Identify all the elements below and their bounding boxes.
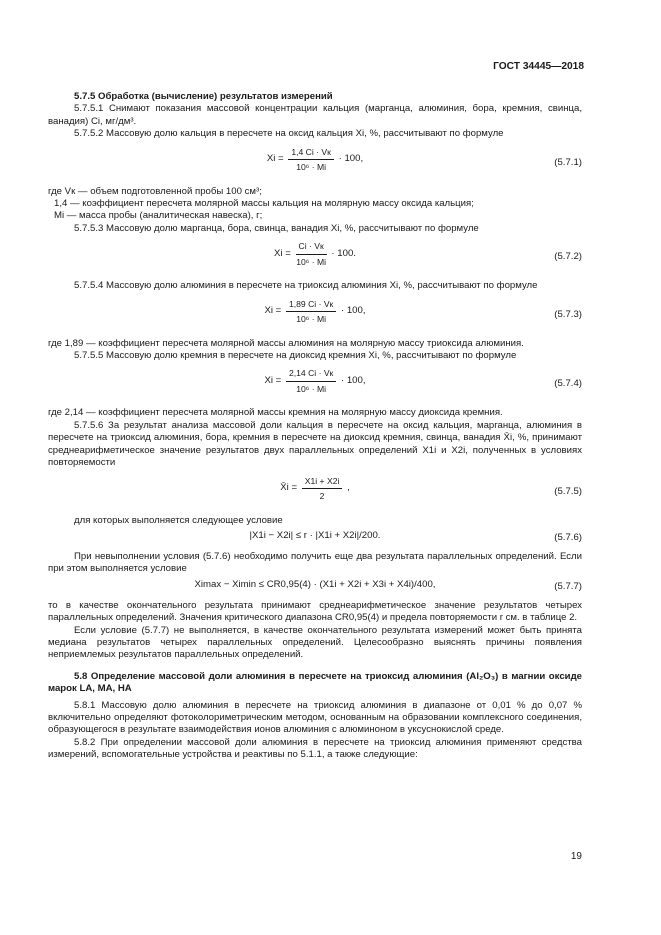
formula-rhs: · 100, [340,305,366,317]
formula-5-7-7 [48,579,582,597]
formula-5-7-3 [48,298,582,334]
section-heading-5-7-5: 5.7.5 Обработка (вычисление) результатов измерений [74,91,333,102]
formula-number: (5.7.4) [554,378,582,390]
formula-fraction [286,298,336,326]
formula-denominator: 10⁶ · Mi [296,256,327,267]
formula-5-7-5 [48,475,582,511]
formula-fraction [286,367,336,395]
formula-denominator: 10⁶ · Mi [296,383,327,394]
paragraph-5-7-5-4: 5.7.5.4 Массовую долю алюминия в пересчете на триоксид алюминия Xi, %, рассчитывают по формуле [74,280,538,292]
formula-rhs: · 100, [338,153,364,165]
formula-rhs: , [347,482,350,494]
where-coef-1-4: 1,4 — коэффициент пересчета молярной массы кальция на молярную массу оксида кальция; [54,198,474,210]
formula-numerator: 1,89 Ci · Vк [286,298,336,312]
formula-lhs: Xi = [274,247,291,259]
formula-denominator: 2 [319,490,325,501]
formula-numerator: 1,4 Ci · Vк [288,146,334,160]
paragraph-5-7-5-5: 5.7.5.5 Массовую долю кремния в пересчете на диоксид кремния Xi, %, рассчитывают по формуле [74,350,517,362]
formula-numerator: Ci · Vк [296,240,327,254]
formula-5-7-6 [48,530,582,548]
formula-5-7-2 [48,240,582,276]
formula-5-7-1 [48,146,582,182]
formula-lhs: Xi = [266,153,284,165]
condition-intro: для которых выполняется следующее условие [74,514,283,526]
where-mi: Mi — масса пробы (аналитическая навеска), г; [54,210,263,222]
formula-fraction [302,475,343,503]
formula-number: (5.7.1) [554,156,582,168]
formula-rhs: · 100. [331,247,356,259]
formula-lhs: Xi = [264,375,282,387]
formula-denominator: 10⁶ · Mi [296,314,327,325]
page-number: 19 [570,851,582,862]
formula-lhs: X̄i = [280,482,298,494]
page-content [48,88,582,762]
paragraph-final-result: то в качестве окончательного результата принимают среднеарифметическое значение результатов четырех параллельных определений. Значения критического диапазона CR0,95(4) и предела повторяемости r см. в таблице 2. [48,599,582,624]
where-coef-1-89: где 1,89 — коэффициент пересчета молярной массы алюминия на молярную массу триоксида алюминия. [48,337,524,349]
paragraph-5-7-5-3: 5.7.5.3 Массовую долю марганца, бора, свинца, ванадия Xi, %, рассчитывают по формуле [74,222,479,234]
formula-denominator: 10⁶ · Mi [296,162,327,173]
formula-number: (5.7.2) [554,251,582,263]
formula-rhs: · 100, [340,375,366,387]
document-header: ГОСТ 34445—2018 [493,61,584,72]
paragraph-median-result: Если условие (5.7.7) не выполняется, в качестве окончательного результата измерений может быть принята медиана результатов четырех параллельных определений. Целесообразно выяснять причины появления неприемлемых результатов параллельных определений. [48,624,582,661]
paragraph-5-7-5-6: 5.7.5.6 За результат анализа массовой доли кальция в пересчете на оксид кальция, марганца, алюминия в пересчете на триоксид алюминия, бора, кремния в пересчете на диоксид кремния, свинца, ванадия X̄i, %, принимают среднеарифметическое значение результатов двух параллельных определений X1i и X2i, полученных в условиях повторяемости [48,419,582,469]
formula-expression: |X1i − X2i| ≤ r · |X1i + X2i|/200. [249,529,381,541]
where-coef-2-14: где 2,14 — коэффициент пересчета молярной массы кремния на молярную массу диоксида кремния. [48,407,503,419]
paragraph-5-8-2: 5.8.2 При определении массовой доли алюминия в пересчете на триоксид алюминия применяют средства измерений, вспомогательные устройства и реактивы по 5.1.1, а также следующие: [48,736,582,761]
where-vk: где Vк — объем подготовленной пробы 100 см³; [48,185,262,197]
paragraph-5-7-5-1: 5.7.5.1 Снимают показания массовой концентрации кальция (марганца, алюминия, бора, кремния, свинца, ванадия) Ci, мг/дм³. [48,103,582,127]
formula-5-7-4 [48,367,582,403]
formula-number: (5.7.7) [554,580,582,592]
paragraph-5-7-5-2: 5.7.5.2 Массовую долю кальция в пересчете на оксид кальция Xi, %, рассчитывают по формуле [74,128,504,140]
formula-number: (5.7.3) [554,308,582,320]
formula-numerator: X1i + X2i [302,475,343,489]
paragraph-5-8-1: 5.8.1 Массовую долю алюминия в пересчете на триоксид алюминия в диапазоне от 0,01 % до 0,07 % включительно определяют фотоколориметрическим методом, основанным на образовании комплексного соединения, образующегося в результате взаимодействия ионов алюминия с алюминоном в уксуснокислой среде. [48,699,582,736]
paragraph-repeat-condition: При невыполнении условия (5.7.6) необходимо получить еще два результата параллельных определений. Если при этом выполняется условие [48,550,582,575]
formula-number: (5.7.6) [554,531,582,543]
formula-number: (5.7.5) [554,485,582,497]
formula-fraction [288,146,334,174]
formula-numerator: 2,14 Ci · Vк [286,367,336,381]
section-heading-5-8: 5.8 Определение массовой доли алюминия в пересчете на триоксид алюминия (Al₂O₃) в магнии оксиде марок LA, MA, HA [48,670,582,695]
formula-lhs: Xi = [264,305,282,317]
formula-fraction [296,240,327,268]
formula-expression: Ximax − Ximin ≤ CR0,95(4) · (X1i + X2i + X3i + X4i)/400, [194,578,436,590]
